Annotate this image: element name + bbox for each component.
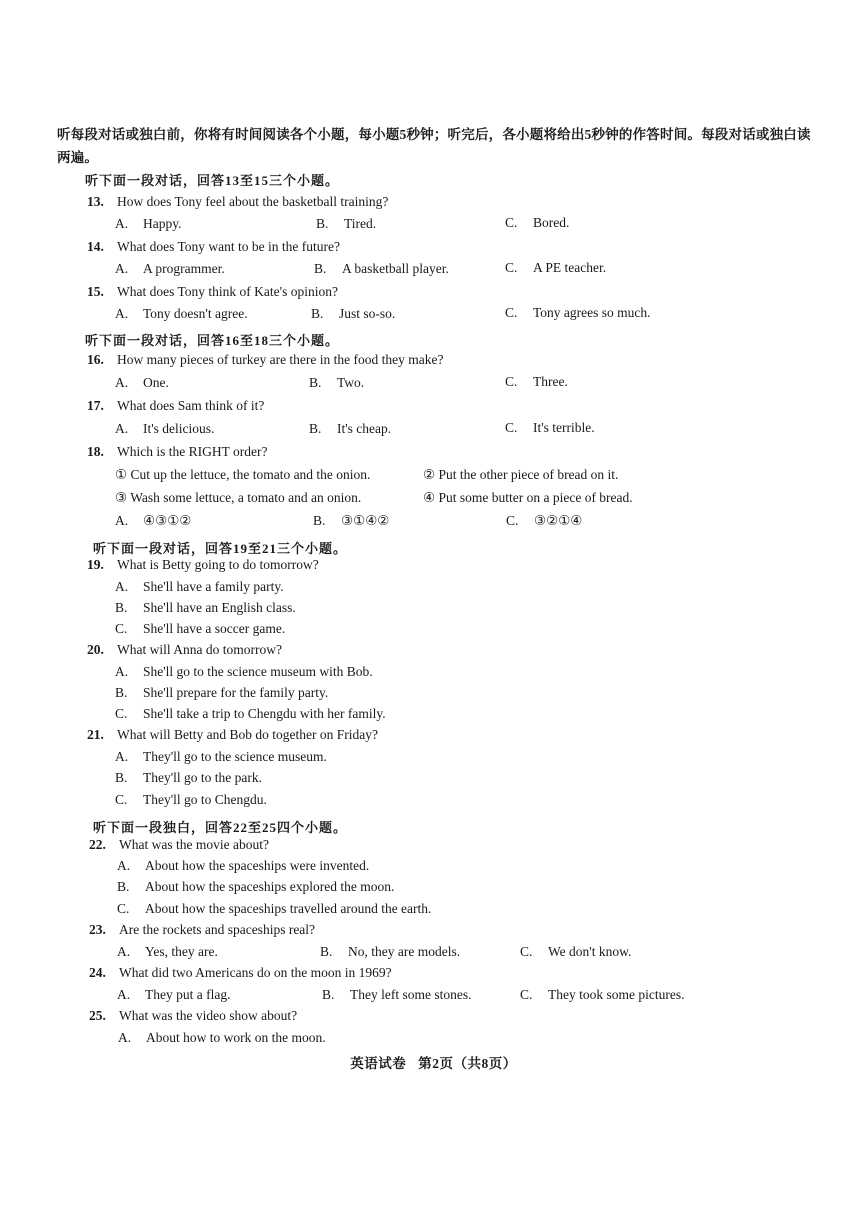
option-text: Happy.	[143, 216, 182, 231]
option-14-a[interactable]	[115, 261, 225, 277]
option-22-b[interactable]	[117, 879, 394, 895]
option-letter: A.	[115, 579, 129, 594]
option-18-a[interactable]	[115, 513, 191, 529]
option-16-a[interactable]	[115, 375, 169, 391]
option-text: Three.	[533, 374, 568, 389]
option-21-a[interactable]	[115, 749, 327, 765]
option-text: A basketball player.	[342, 261, 449, 276]
question-text: What does Tony think of Kate's opinion?	[117, 284, 338, 299]
question-text: What does Sam think of it?	[117, 398, 265, 413]
option-text: They took some pictures.	[548, 987, 685, 1002]
option-15-b[interactable]	[311, 306, 395, 322]
question-number: 17.	[87, 398, 104, 413]
option-text: She'll have a family party.	[143, 579, 284, 594]
option-text: Bored.	[533, 215, 570, 230]
option-letter: B.	[316, 216, 329, 231]
footer-page: 第2页（共8页）	[418, 1056, 517, 1071]
option-text: Two.	[337, 375, 365, 390]
option-22-c[interactable]	[117, 901, 431, 917]
question-14	[87, 239, 340, 255]
option-24-a[interactable]	[117, 987, 230, 1003]
option-19-b[interactable]	[115, 600, 296, 616]
option-text: A PE teacher.	[533, 260, 607, 275]
option-21-b[interactable]	[115, 770, 262, 786]
option-letter: A.	[117, 944, 131, 959]
question-text: What did two Americans do on the moon in 1969?	[119, 965, 392, 980]
question-text: How does Tony feel about the basketball training?	[117, 194, 389, 209]
option-19-c[interactable]	[115, 621, 285, 637]
option-text: She'll have an English class.	[143, 600, 296, 615]
question-text: What was the movie about?	[119, 837, 269, 852]
option-text: It's terrible.	[533, 420, 595, 435]
option-16-c[interactable]	[505, 374, 568, 390]
option-letter: A.	[115, 513, 129, 528]
option-letter: B.	[115, 685, 128, 700]
option-text: We don't know.	[548, 944, 632, 959]
option-letter: A.	[115, 306, 129, 321]
option-letter: C.	[505, 374, 518, 389]
step-4: ④ Put some butter on a piece of bread.	[423, 490, 633, 505]
option-text: She'll go to the science museum with Bob.	[143, 664, 373, 679]
question-number: 21.	[87, 727, 104, 742]
step-2: ② Put the other piece of bread on it.	[423, 467, 619, 482]
option-text: Tony doesn't agree.	[143, 306, 248, 321]
option-text: Tired.	[344, 216, 377, 231]
question-13	[87, 194, 388, 210]
question-text: What was the video show about?	[119, 1008, 298, 1023]
option-text: They left some stones.	[350, 987, 472, 1002]
page-footer	[0, 1052, 867, 1072]
option-24-c[interactable]	[520, 987, 684, 1003]
question-text: What will Anna do tomorrow?	[117, 642, 282, 657]
question-number: 14.	[87, 239, 104, 254]
option-letter: B.	[309, 375, 322, 390]
option-text: About how to work on the moon.	[146, 1030, 326, 1045]
question-text: Are the rockets and spaceships real?	[119, 922, 316, 937]
option-letter: C.	[117, 901, 130, 916]
option-17-b[interactable]	[309, 421, 391, 437]
question-number: 23.	[89, 922, 106, 937]
option-18-c[interactable]	[506, 513, 582, 529]
question-number: 24.	[89, 965, 106, 980]
option-text: They'll go to Chengdu.	[143, 792, 267, 807]
option-letter: B.	[322, 987, 335, 1002]
option-25-a[interactable]	[118, 1030, 326, 1046]
option-text: It's cheap.	[337, 421, 392, 436]
question-23	[89, 922, 315, 938]
option-text: ③①④②	[341, 513, 390, 528]
step-1: ① Cut up the lettuce, the tomato and the onion.	[115, 467, 371, 482]
option-letter: C.	[505, 260, 518, 275]
option-letter: A.	[115, 375, 129, 390]
option-letter: C.	[505, 215, 518, 230]
question-17	[87, 398, 264, 414]
option-text: They put a flag.	[145, 987, 231, 1002]
question-number: 25.	[89, 1008, 106, 1023]
option-text: One.	[143, 375, 169, 390]
option-letter: C.	[115, 621, 128, 636]
question-text: What is Betty going to do tomorrow?	[117, 557, 319, 572]
option-letter: B.	[320, 944, 333, 959]
option-letter: A.	[115, 664, 129, 679]
option-14-c[interactable]	[505, 260, 606, 276]
question-text: What will Betty and Bob do together on Friday?	[117, 727, 378, 742]
option-13-c[interactable]	[505, 215, 569, 231]
question-number: 13.	[87, 194, 104, 209]
option-letter: C.	[520, 987, 533, 1002]
option-text: She'll prepare for the family party.	[143, 685, 329, 700]
option-15-c[interactable]	[505, 305, 651, 321]
option-letter: B.	[313, 513, 326, 528]
option-text: A programmer.	[143, 261, 225, 276]
question-number: 20.	[87, 642, 104, 657]
question-22	[89, 837, 269, 853]
option-letter: B.	[115, 600, 128, 615]
option-21-c[interactable]	[115, 792, 267, 808]
option-letter: B.	[311, 306, 324, 321]
question-text: Which is the RIGHT order?	[117, 444, 268, 459]
option-letter: A.	[118, 1030, 132, 1045]
question-15	[87, 284, 338, 300]
option-13-a[interactable]	[115, 216, 182, 232]
question-24	[89, 965, 392, 981]
option-letter: C.	[506, 513, 519, 528]
option-letter: A.	[115, 421, 129, 436]
option-18-b[interactable]	[313, 513, 389, 529]
option-text: She'll take a trip to Chengdu with her family.	[143, 706, 386, 721]
option-text: ④③①②	[143, 513, 192, 528]
option-letter: A.	[115, 261, 129, 276]
option-letter: B.	[309, 421, 322, 436]
option-text: Just so-so.	[339, 306, 396, 321]
option-text: No, they are models.	[348, 944, 461, 959]
option-23-b[interactable]	[320, 944, 460, 960]
option-20-a[interactable]	[115, 664, 373, 680]
option-20-c[interactable]	[115, 706, 386, 722]
section-heading: 听下面一段对话，回答19至21三个小题。	[93, 541, 348, 556]
option-letter: C.	[505, 420, 518, 435]
section-heading: 听下面一段独白，回答22至25四个小题。	[93, 820, 348, 835]
step-3: ③ Wash some lettuce, a tomato and an onion.	[115, 490, 362, 505]
question-16	[87, 352, 444, 368]
option-text: About how the spaceships were invented.	[145, 858, 370, 873]
option-letter: C.	[505, 305, 518, 320]
option-letter: B.	[117, 879, 130, 894]
question-19	[87, 557, 319, 573]
option-14-b[interactable]	[314, 261, 449, 277]
option-letter: B.	[314, 261, 327, 276]
question-number: 15.	[87, 284, 104, 299]
option-23-a[interactable]	[117, 944, 218, 960]
option-letter: C.	[520, 944, 533, 959]
option-17-a[interactable]	[115, 421, 214, 437]
option-text: They'll go to the science museum.	[143, 749, 327, 764]
option-text: She'll have a soccer game.	[143, 621, 286, 636]
option-letter: C.	[115, 792, 128, 807]
question-text: How many pieces of turkey are there in the food they make?	[117, 352, 444, 367]
question-18	[87, 444, 267, 460]
option-letter: A.	[117, 987, 131, 1002]
option-letter: B.	[115, 770, 128, 785]
section-heading: 听下面一段对话，回答16至18三个小题。	[85, 333, 340, 348]
option-text: About how the spaceships explored the moon.	[145, 879, 395, 894]
option-letter: A.	[115, 216, 129, 231]
option-24-b[interactable]	[322, 987, 471, 1003]
question-number: 16.	[87, 352, 104, 367]
question-number: 22.	[89, 837, 106, 852]
question-20	[87, 642, 282, 658]
option-text: About how the spaceships travelled around the earth.	[145, 901, 432, 916]
instructions: 听每段对话或独白前，你将有时间阅读各个小题，每小题5秒钟；听完后，各小题将给出5秒钟的作答时间。每段对话或独白读两遍。	[57, 127, 811, 165]
option-text: Yes, they are.	[145, 944, 218, 959]
option-text: Tony agrees so much.	[533, 305, 651, 320]
question-text: What does Tony want to be in the future?	[117, 239, 340, 254]
question-number: 19.	[87, 557, 104, 572]
option-letter: A.	[115, 749, 129, 764]
option-16-b[interactable]	[309, 375, 364, 391]
option-22-a[interactable]	[117, 858, 369, 874]
option-letter: C.	[115, 706, 128, 721]
section-heading: 听下面一段对话，回答13至15三个小题。	[85, 173, 340, 188]
footer-title: 英语试卷	[350, 1056, 407, 1071]
option-20-b[interactable]	[115, 685, 328, 701]
option-letter: A.	[117, 858, 131, 873]
option-text: ③②①④	[534, 513, 583, 528]
option-text: They'll go to the park.	[143, 770, 263, 785]
option-17-c[interactable]	[505, 420, 595, 436]
option-15-a[interactable]	[115, 306, 248, 322]
option-19-a[interactable]	[115, 579, 284, 595]
question-21	[87, 727, 378, 743]
question-number: 18.	[87, 444, 104, 459]
option-text: It's delicious.	[143, 421, 215, 436]
option-23-c[interactable]	[520, 944, 631, 960]
question-25	[89, 1008, 297, 1024]
option-13-b[interactable]	[316, 216, 376, 232]
